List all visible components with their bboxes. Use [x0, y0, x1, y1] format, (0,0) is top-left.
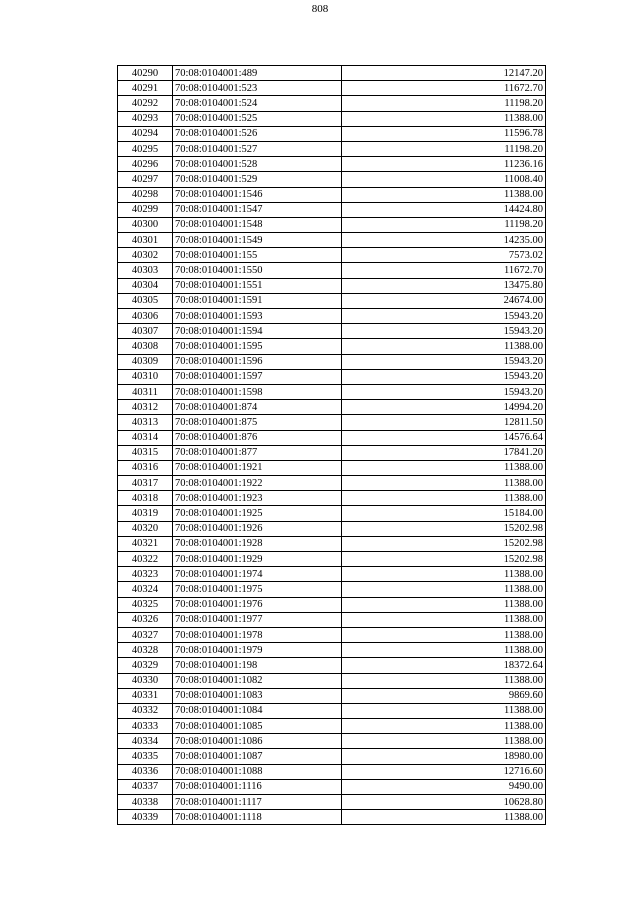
- table-row: [118, 96, 546, 111]
- row-number-cell: 40323: [118, 567, 173, 582]
- table-row: [118, 354, 546, 369]
- cadastral-number-cell: 70:08:0104001:529: [173, 172, 342, 187]
- cadastral-number-cell: 70:08:0104001:1921: [173, 460, 342, 475]
- row-number-cell: 40333: [118, 719, 173, 734]
- row-number-cell: 40295: [118, 141, 173, 156]
- cadastral-number-cell: 70:08:0104001:1979: [173, 643, 342, 658]
- row-number-cell: 40339: [118, 810, 173, 825]
- cadastral-value-cell: 9490.00: [342, 779, 546, 794]
- row-number-cell: 40337: [118, 779, 173, 794]
- cadastral-number-cell: 70:08:0104001:1087: [173, 749, 342, 764]
- row-number-cell: 40296: [118, 157, 173, 172]
- cadastral-number-cell: 70:08:0104001:155: [173, 248, 342, 263]
- table-row: [118, 734, 546, 749]
- table-row: [118, 612, 546, 627]
- cadastral-value-cell: 18372.64: [342, 658, 546, 673]
- cadastral-number-cell: 70:08:0104001:1547: [173, 202, 342, 217]
- cadastral-number-cell: 70:08:0104001:1925: [173, 506, 342, 521]
- table-row: [118, 81, 546, 96]
- table-row: [118, 278, 546, 293]
- cadastral-value-table: [117, 65, 546, 825]
- cadastral-number-cell: 70:08:0104001:1593: [173, 309, 342, 324]
- row-number-cell: 40299: [118, 202, 173, 217]
- row-number-cell: 40315: [118, 445, 173, 460]
- table-row: [118, 597, 546, 612]
- table-row: [118, 643, 546, 658]
- cadastral-number-cell: 70:08:0104001:1926: [173, 521, 342, 536]
- row-number-cell: 40325: [118, 597, 173, 612]
- cadastral-number-cell: 70:08:0104001:876: [173, 430, 342, 445]
- row-number-cell: 40338: [118, 795, 173, 810]
- cadastral-number-cell: 70:08:0104001:1082: [173, 673, 342, 688]
- row-number-cell: 40324: [118, 582, 173, 597]
- cadastral-value-cell: 14576.64: [342, 430, 546, 445]
- cadastral-number-cell: 70:08:0104001:525: [173, 111, 342, 126]
- cadastral-number-cell: 70:08:0104001:1085: [173, 719, 342, 734]
- table-row: [118, 673, 546, 688]
- row-number-cell: 40302: [118, 248, 173, 263]
- cadastral-value-cell: 15943.20: [342, 369, 546, 384]
- table-row: [118, 688, 546, 703]
- row-number-cell: 40332: [118, 703, 173, 718]
- table-row: [118, 491, 546, 506]
- table-row: [118, 764, 546, 779]
- row-number-cell: 40327: [118, 627, 173, 642]
- row-number-cell: 40330: [118, 673, 173, 688]
- cadastral-value-cell: 11388.00: [342, 719, 546, 734]
- cadastral-value-cell: 11198.20: [342, 141, 546, 156]
- table-row: [118, 476, 546, 491]
- table-row: [118, 141, 546, 156]
- table-row: [118, 157, 546, 172]
- row-number-cell: 40328: [118, 643, 173, 658]
- row-number-cell: 40316: [118, 460, 173, 475]
- row-number-cell: 40306: [118, 309, 173, 324]
- cadastral-value-cell: 11388.00: [342, 187, 546, 202]
- cadastral-number-cell: 70:08:0104001:1591: [173, 293, 342, 308]
- cadastral-value-cell: 15943.20: [342, 384, 546, 399]
- cadastral-value-cell: 15202.98: [342, 536, 546, 551]
- row-number-cell: 40320: [118, 521, 173, 536]
- cadastral-value-cell: 10628.80: [342, 795, 546, 810]
- cadastral-value-cell: 11388.00: [342, 643, 546, 658]
- cadastral-value-cell: 11388.00: [342, 339, 546, 354]
- row-number-cell: 40298: [118, 187, 173, 202]
- row-number-cell: 40290: [118, 66, 173, 81]
- row-number-cell: 40319: [118, 506, 173, 521]
- cadastral-number-cell: 70:08:0104001:1117: [173, 795, 342, 810]
- cadastral-value-cell: 11388.00: [342, 612, 546, 627]
- cadastral-number-cell: 70:08:0104001:1922: [173, 476, 342, 491]
- table-row: [118, 369, 546, 384]
- table-row: [118, 233, 546, 248]
- cadastral-value-cell: 13475.80: [342, 278, 546, 293]
- cadastral-number-cell: 70:08:0104001:198: [173, 658, 342, 673]
- row-number-cell: 40309: [118, 354, 173, 369]
- table-row: [118, 111, 546, 126]
- row-number-cell: 40294: [118, 126, 173, 141]
- table-row: [118, 506, 546, 521]
- cadastral-value-cell: 11672.70: [342, 81, 546, 96]
- cadastral-number-cell: 70:08:0104001:1548: [173, 217, 342, 232]
- cadastral-value-cell: 11388.00: [342, 460, 546, 475]
- table-body: [118, 66, 546, 825]
- row-number-cell: 40303: [118, 263, 173, 278]
- cadastral-value-cell: 12147.20: [342, 66, 546, 81]
- row-number-cell: 40326: [118, 612, 173, 627]
- row-number-cell: 40331: [118, 688, 173, 703]
- table-row: [118, 339, 546, 354]
- cadastral-number-cell: 70:08:0104001:1974: [173, 567, 342, 582]
- cadastral-value-cell: 11198.20: [342, 96, 546, 111]
- table-row: [118, 627, 546, 642]
- cadastral-value-cell: 12811.50: [342, 415, 546, 430]
- row-number-cell: 40321: [118, 536, 173, 551]
- cadastral-number-cell: 70:08:0104001:1551: [173, 278, 342, 293]
- cadastral-value-cell: 11388.00: [342, 627, 546, 642]
- table-row: [118, 384, 546, 399]
- page-number: 808: [311, 3, 329, 15]
- row-number-cell: 40312: [118, 400, 173, 415]
- row-number-cell: 40292: [118, 96, 173, 111]
- cadastral-value-cell: 15202.98: [342, 552, 546, 567]
- cadastral-number-cell: 70:08:0104001:524: [173, 96, 342, 111]
- cadastral-value-cell: 17841.20: [342, 445, 546, 460]
- table-row: [118, 172, 546, 187]
- table-row: [118, 658, 546, 673]
- cadastral-value-cell: 11198.20: [342, 217, 546, 232]
- cadastral-number-cell: 70:08:0104001:1595: [173, 339, 342, 354]
- table-row: [118, 582, 546, 597]
- cadastral-number-cell: 70:08:0104001:1083: [173, 688, 342, 703]
- table-row: [118, 248, 546, 263]
- row-number-cell: 40308: [118, 339, 173, 354]
- table-row: [118, 324, 546, 339]
- cadastral-number-cell: 70:08:0104001:1550: [173, 263, 342, 278]
- cadastral-value-cell: 15943.20: [342, 324, 546, 339]
- cadastral-value-cell: 12716.60: [342, 764, 546, 779]
- row-number-cell: 40334: [118, 734, 173, 749]
- row-number-cell: 40293: [118, 111, 173, 126]
- table-row: [118, 521, 546, 536]
- row-number-cell: 40318: [118, 491, 173, 506]
- table-row: [118, 202, 546, 217]
- cadastral-value-cell: 11388.00: [342, 582, 546, 597]
- table-row: [118, 445, 546, 460]
- table-row: [118, 415, 546, 430]
- table-row: [118, 810, 546, 825]
- cadastral-value-cell: 9869.60: [342, 688, 546, 703]
- cadastral-number-cell: 70:08:0104001:1086: [173, 734, 342, 749]
- cadastral-value-cell: 11388.00: [342, 476, 546, 491]
- cadastral-number-cell: 70:08:0104001:875: [173, 415, 342, 430]
- cadastral-number-cell: 70:08:0104001:1088: [173, 764, 342, 779]
- row-number-cell: 40314: [118, 430, 173, 445]
- cadastral-number-cell: 70:08:0104001:1116: [173, 779, 342, 794]
- cadastral-number-cell: 70:08:0104001:489: [173, 66, 342, 81]
- row-number-cell: 40313: [118, 415, 173, 430]
- table-row: [118, 187, 546, 202]
- cadastral-number-cell: 70:08:0104001:1976: [173, 597, 342, 612]
- cadastral-value-cell: 15202.98: [342, 521, 546, 536]
- cadastral-value-cell: 11388.00: [342, 703, 546, 718]
- cadastral-number-cell: 70:08:0104001:1923: [173, 491, 342, 506]
- table-row: [118, 703, 546, 718]
- table-row: [118, 309, 546, 324]
- cadastral-value-cell: 15943.20: [342, 354, 546, 369]
- cadastral-value-cell: 11672.70: [342, 263, 546, 278]
- row-number-cell: 40336: [118, 764, 173, 779]
- cadastral-value-cell: 11388.00: [342, 567, 546, 582]
- table-row: [118, 719, 546, 734]
- cadastral-value-cell: 15184.00: [342, 506, 546, 521]
- row-number-cell: 40301: [118, 233, 173, 248]
- cadastral-number-cell: 70:08:0104001:1975: [173, 582, 342, 597]
- cadastral-number-cell: 70:08:0104001:877: [173, 445, 342, 460]
- cadastral-number-cell: 70:08:0104001:523: [173, 81, 342, 96]
- cadastral-value-cell: 11596.78: [342, 126, 546, 141]
- row-number-cell: 40317: [118, 476, 173, 491]
- cadastral-value-cell: 11388.00: [342, 597, 546, 612]
- table-row: [118, 536, 546, 551]
- cadastral-number-cell: 70:08:0104001:1928: [173, 536, 342, 551]
- cadastral-number-cell: 70:08:0104001:1118: [173, 810, 342, 825]
- cadastral-number-cell: 70:08:0104001:1978: [173, 627, 342, 642]
- table-row: [118, 126, 546, 141]
- table-row: [118, 400, 546, 415]
- row-number-cell: 40307: [118, 324, 173, 339]
- cadastral-number-cell: 70:08:0104001:1929: [173, 552, 342, 567]
- cadastral-value-cell: 11388.00: [342, 111, 546, 126]
- table-row: [118, 430, 546, 445]
- cadastral-value-cell: 14235.00: [342, 233, 546, 248]
- cadastral-value-cell: 11388.00: [342, 673, 546, 688]
- cadastral-value-cell: 14424.80: [342, 202, 546, 217]
- cadastral-number-cell: 70:08:0104001:526: [173, 126, 342, 141]
- cadastral-number-cell: 70:08:0104001:874: [173, 400, 342, 415]
- table-row: [118, 795, 546, 810]
- cadastral-value-cell: 15943.20: [342, 309, 546, 324]
- row-number-cell: 40291: [118, 81, 173, 96]
- cadastral-number-cell: 70:08:0104001:1549: [173, 233, 342, 248]
- cadastral-value-cell: 18980.00: [342, 749, 546, 764]
- table-row: [118, 460, 546, 475]
- row-number-cell: 40297: [118, 172, 173, 187]
- cadastral-number-cell: 70:08:0104001:527: [173, 141, 342, 156]
- cadastral-number-cell: 70:08:0104001:1594: [173, 324, 342, 339]
- row-number-cell: 40329: [118, 658, 173, 673]
- cadastral-number-cell: 70:08:0104001:528: [173, 157, 342, 172]
- cadastral-value-cell: 11388.00: [342, 491, 546, 506]
- row-number-cell: 40304: [118, 278, 173, 293]
- table-row: [118, 293, 546, 308]
- cadastral-value-cell: 14994.20: [342, 400, 546, 415]
- table-row: [118, 749, 546, 764]
- cadastral-value-cell: 11388.00: [342, 810, 546, 825]
- cadastral-value-cell: 11008.40: [342, 172, 546, 187]
- cadastral-number-cell: 70:08:0104001:1546: [173, 187, 342, 202]
- row-number-cell: 40300: [118, 217, 173, 232]
- row-number-cell: 40311: [118, 384, 173, 399]
- cadastral-number-cell: 70:08:0104001:1596: [173, 354, 342, 369]
- table-row: [118, 567, 546, 582]
- row-number-cell: 40335: [118, 749, 173, 764]
- cadastral-value-cell: 24674.00: [342, 293, 546, 308]
- table-row: [118, 66, 546, 81]
- row-number-cell: 40322: [118, 552, 173, 567]
- row-number-cell: 40310: [118, 369, 173, 384]
- cadastral-number-cell: 70:08:0104001:1598: [173, 384, 342, 399]
- cadastral-value-cell: 11388.00: [342, 734, 546, 749]
- cadastral-value-cell: 11236.16: [342, 157, 546, 172]
- table-row: [118, 263, 546, 278]
- table-row: [118, 552, 546, 567]
- cadastral-number-cell: 70:08:0104001:1597: [173, 369, 342, 384]
- row-number-cell: 40305: [118, 293, 173, 308]
- table-row: [118, 779, 546, 794]
- cadastral-value-cell: 7573.02: [342, 248, 546, 263]
- cadastral-number-cell: 70:08:0104001:1977: [173, 612, 342, 627]
- cadastral-number-cell: 70:08:0104001:1084: [173, 703, 342, 718]
- table-row: [118, 217, 546, 232]
